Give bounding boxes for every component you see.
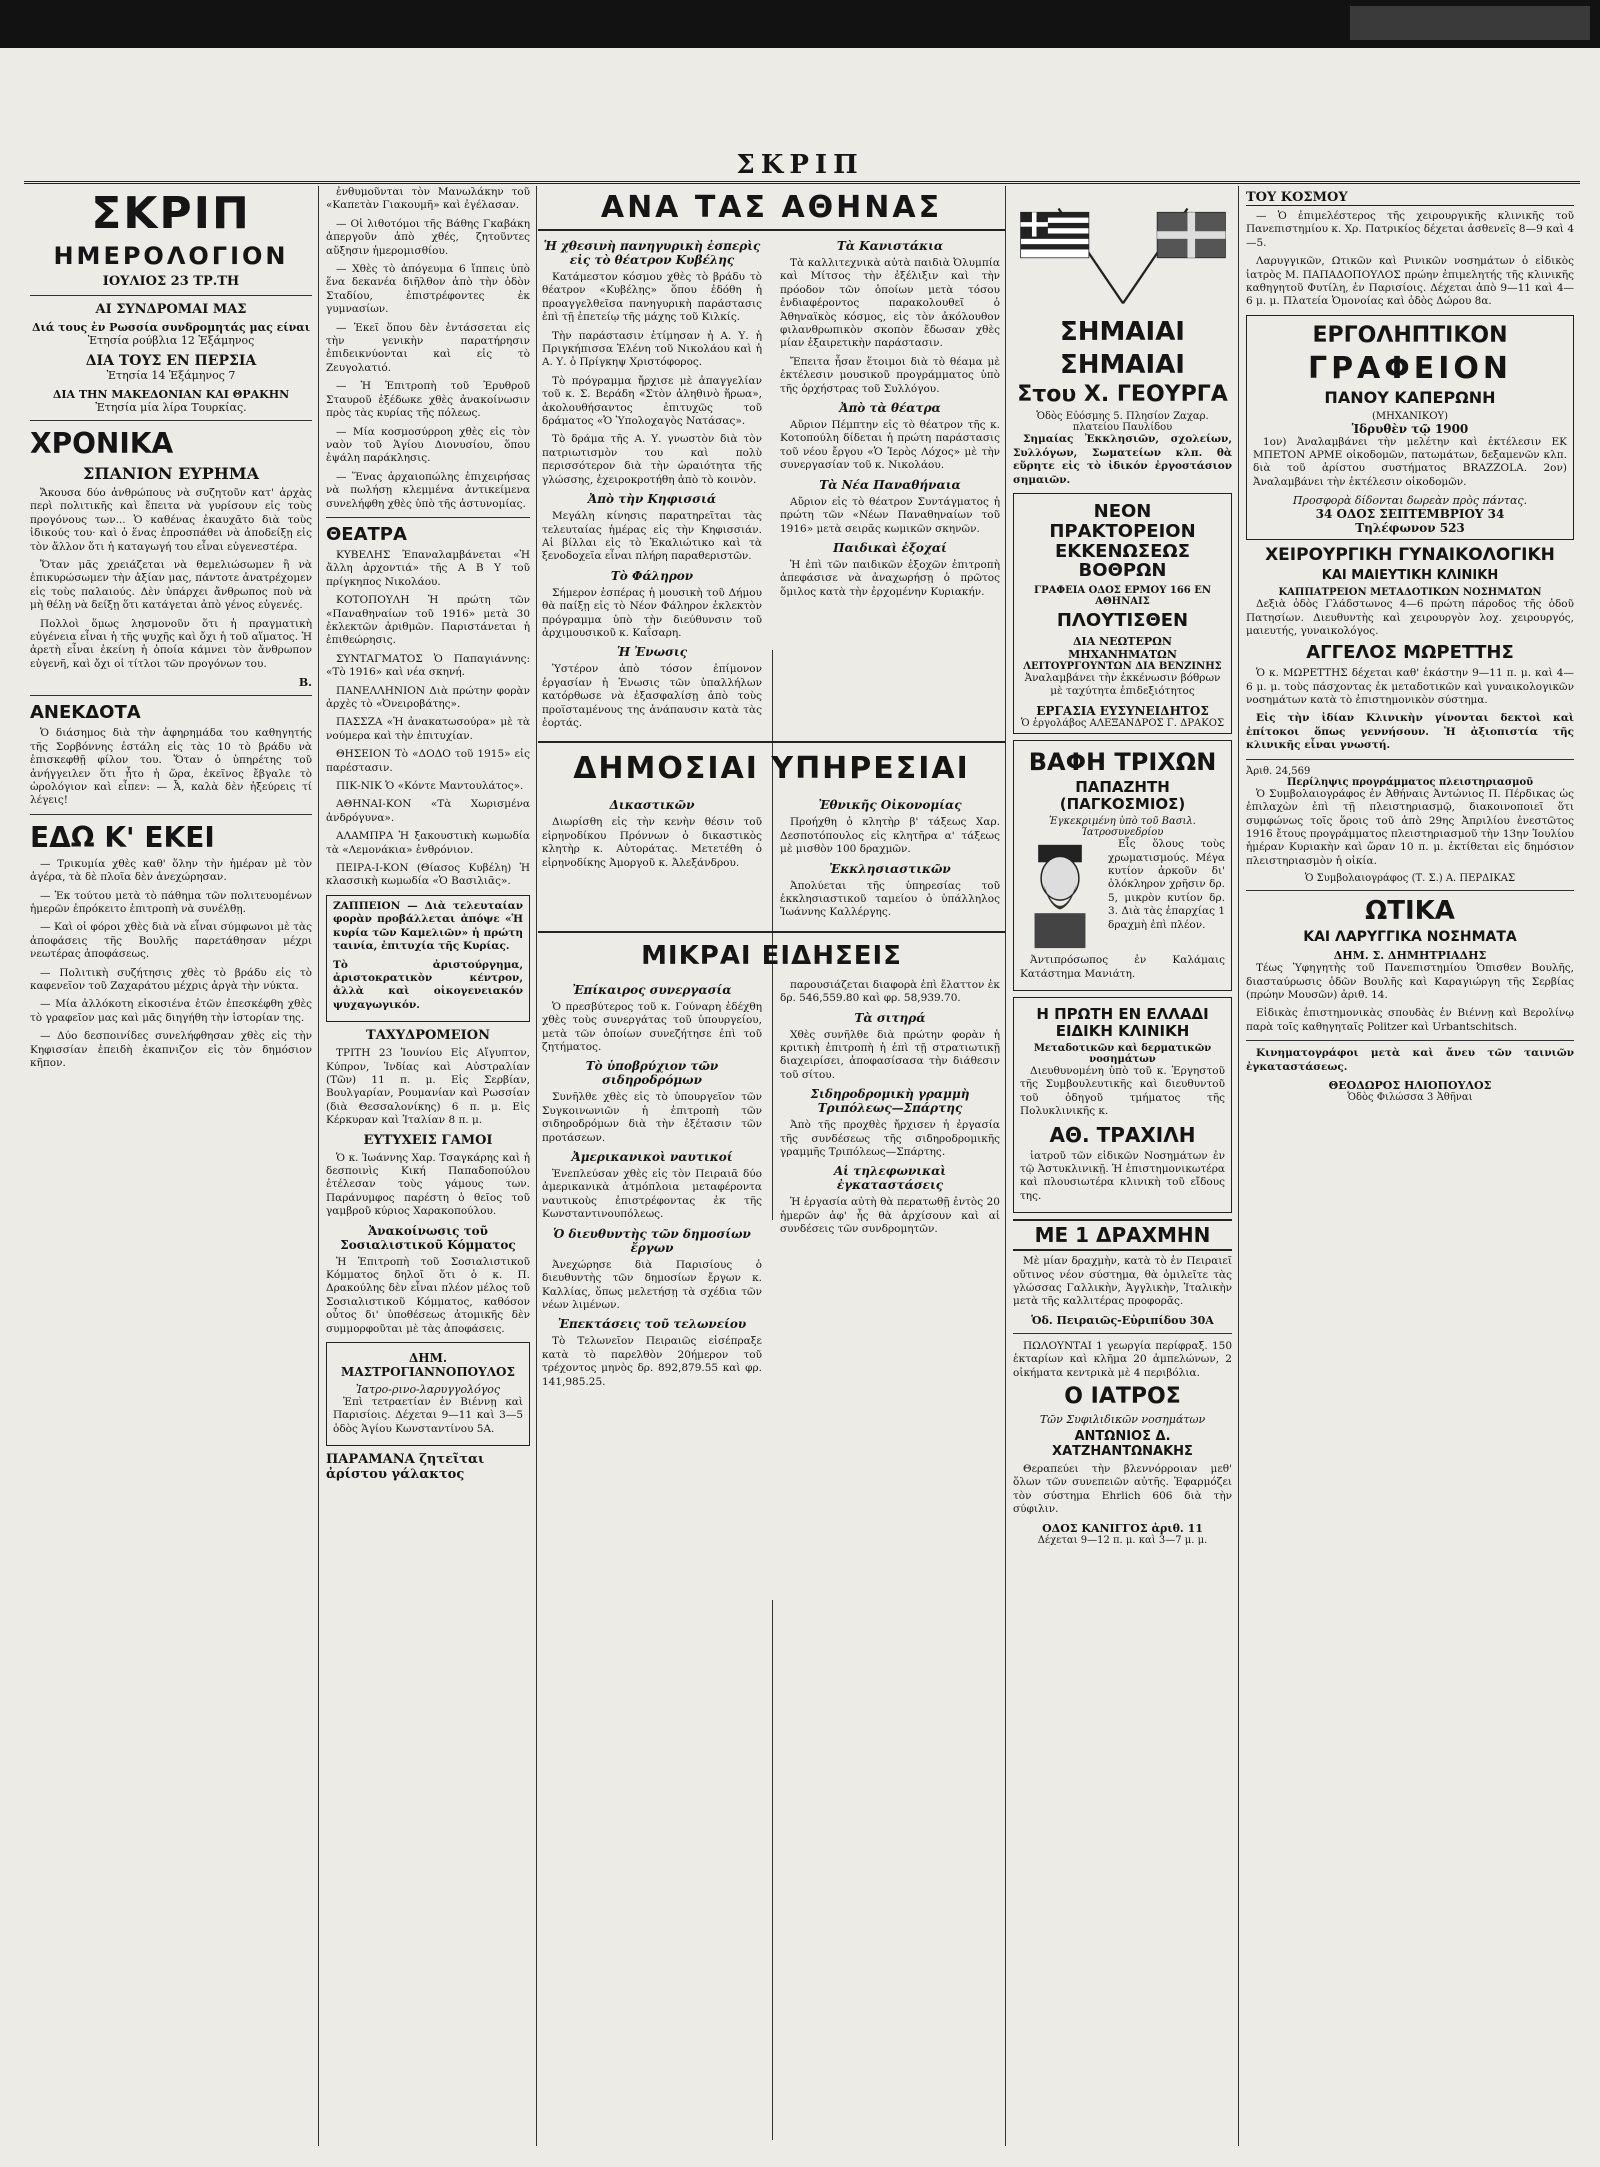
news-item: — Δύο δεσποινίδες συνελήφθησαν χθὲς εἰς τὴν Κηφισσίαν ἐπειδὴ ἐκαπνιζον εἰς τὸν δημόσιον κῆπον. — [30, 1030, 312, 1069]
article-paragraph: Ἔπειτα ἦσαν ἕτοιμοι διὰ τὸ θέαμα μὲ ἐκτέλεσιν μουσικοῦ προγράμματος ὑπὸ τῆς ὀρχήστρας τοῦ Συλλόγου. — [780, 355, 1000, 395]
column-divider — [1005, 186, 1006, 2146]
news-item: — Μία κοσμοσύρροη χθὲς εἰς τὸν ναὸν τοῦ Ἁγίου Διονυσίου, ὅπου ἐψάλη παράκλησις. — [326, 425, 530, 465]
language-ad-address: Ὁδ. Πειραιῶς-Εὐριπίδου 30Α — [1031, 1313, 1214, 1327]
column-left — [24, 186, 318, 2146]
page-masthead: ΣΚΡΙΠ — [736, 150, 864, 180]
cinema-ad-text: Κινηματογράφοι μετὰ καὶ ἄνευ τῶν ταινιῶν ἐγκαταστάσεως. — [1246, 1047, 1574, 1073]
scan-dark-patch — [1350, 6, 1590, 40]
ent-ad-title: ΩΤΙΚΑ — [1365, 896, 1455, 927]
article-heading: Τὰ σιτηρά — [854, 1010, 926, 1025]
section-heading-ana-tas-athinas: ΑΝΑ ΤΑΣ ΑΘΗΝΑΣ — [538, 190, 1005, 231]
theatre-listing: ΚΥΒΕΛΗΣ Ἐπαναλαμβάνεται «Ἡ ἄλλη ἀρχοντιά» τῆς Α Β Υ τοῦ πρίγκηπος Νικολάου. — [326, 548, 530, 588]
subscriptions-line: Διά τους ἐν Ρωσσία συνδρομητάς μας είναι — [31, 321, 311, 334]
calendar-title: ΗΜΕΡΟΛΟΓΙΟΝ — [53, 242, 289, 270]
auction-title: Περίληψις προγράμματος πλειστηριασμοῦ — [1286, 776, 1534, 788]
subscriptions-line: ΔΙΑ ΤΗΝ ΜΑΚΕΔΟΝΙΑΝ ΚΑΙ ΘΡΑΚΗΝ — [52, 388, 290, 401]
theatre-listing: ΑΘΗΝΑΙ-ΚΟΝ «Τὰ Χωρισμένα ἀνδρόγυνα». — [326, 798, 530, 824]
column-divider — [318, 186, 319, 2146]
language-ad-title: ΜΕ 1 ΔΡΑΧΜΗΝ — [1013, 1219, 1232, 1251]
ad-text: ΖΑΠΠΕΙΟΝ — Διὰ τελευταίαν φορὰν προβάλλεται ἀπόψε «Ἡ κυρία τῶν Καμελιῶν» ἡ πρώτη ταινία, ἐπιτυχία τῆς Κυρίας. — [333, 899, 523, 953]
article-paragraph: Μεγάλη κίνησις παρατηρεῖται τὰς τελευταίας ἡμέρας εἰς τὴν Κηφισσιάν. Αἱ βίλλαι εἰς τὸ Ἑκαλιώτικο καὶ τὰ ξενοδοχεῖα εἶναι πλήρη παραθεριστῶν. — [542, 510, 762, 563]
hair-dye-brand: ΠΑΠΑΖΗΤΗ (ΠΑΓΚΟΣΜΙΟΣ) — [1059, 778, 1186, 813]
sale-notice: ΠΩΛΟΥΝΤΑΙ 1 γεωργία περίφραξ. 150 ἑκταρίων καὶ κλῆμα 20 ἀμπελώνων, 2 οἰκήματα κεντρικὰ μὲ 4 περιβόλια. — [1013, 1339, 1232, 1379]
clinic-ad-text: Δεξιὰ ὁδὸς Γλάδστωνος 4—6 πρώτη πάροδος τῆς ὁδοῦ Πατησίων. Διευθυντὴς καὶ χειρουργὸν λοχ. χειρουργός, μαιευτής, γυναικολόγος. — [1246, 598, 1574, 638]
article-paragraph: Συνῆλθε χθὲς εἰς τὸ ὑπουργεῖον τῶν Συγκοινωνιῶν ἡ ἐπιτροπὴ τῶν σιδηροδρόμων διὰ τὴν ἐξέτασιν τῶν προτάσεων. — [542, 1091, 762, 1144]
masthead-rule — [24, 181, 1580, 184]
greek-flag-icon — [1021, 212, 1089, 258]
cesspool-ad — [1013, 493, 1232, 734]
doctor-ad — [326, 1342, 530, 1446]
clinic-ad-subtitle: ΚΑΙ ΜΑΙΕΥΤΙΚΗ ΚΛΙΝΙΚΗ — [1321, 567, 1499, 583]
theatre-listing: ΠΕΙΡΑ-Ι-ΚΟΝ (Θίασος Κυβέλη) Ἡ κλασσικὴ κωμωδία «Ὁ Βασιλιᾶς». — [326, 862, 530, 888]
contractor-offer: Προσφορὰ δίδονται δωρεὰν πρὸς πάντας. — [1292, 494, 1528, 508]
news-item: — Χθὲς τὸ ἀπόγευμα 6 ἴππεις ὑπὸ ἕνα δεκανέα διῆλθον ἀπὸ τὴν ὁδὸν Σταδίου, ἐπιστρέφοντες ἐκ γυμνασίων. — [326, 263, 530, 316]
article-paragraph: Διωρίσθη εἰς τὴν κενὴν θέσιν τοῦ εἰρηνοδίκου Πρόννων ὁ δικαστικὸς κλητὴρ κ. Αὐτοράτας. Μετετέθη ὁ εἰρηνοδίκης Ἀμοργοῦ κ. Ἀλεξάνδρου. — [542, 816, 762, 869]
article-heading: Ἀπὸ τὴν Κηφισσιά — [587, 492, 717, 507]
ent-ad-text: Τέως Ὑφηγητὴς τοῦ Πανεπιστημίου Ὀπισθεν Βουλῆς, διασταύρωσις ὁδῶν Βουλῆς καὶ Καραγιώργη τῆς Σερβίας (πρώην Μουσῶν) ἀριθ. 14. — [1246, 962, 1574, 1001]
auction-signature: Ὁ Συμβολαιογράφος (Τ. Σ.) Α. ΠΕΡΔΙΚΑΣ — [1304, 873, 1516, 885]
portrait-illustration — [1020, 840, 1100, 950]
clinic-title: Η ΠΡΩΤΗ ΕΝ ΕΛΛΑΔΙ ΕΙΔΙΚΗ ΚΛΙΝΙΚΗ — [1036, 1005, 1209, 1040]
cesspool-ad-owner: Ὁ ἐργολάβος ΑΛΕΞΑΝΔΡΟΣ Γ. ΔΡΑΚΟΣ — [1020, 717, 1225, 729]
cinema-ad-address: Ὁδὸς Φιλώσσα 3 Ἀθῆναι — [1347, 1091, 1473, 1103]
cinema-ad-name: ΘΕΟΔΩΡΟΣ ΗΛΙΟΠΟΥΛΟΣ — [1328, 1078, 1492, 1092]
doctor-name: ΔΗΜ. ΜΑΣΤΡΟΓΙΑΝΝΟΠΟΥΛΟΣ — [341, 1351, 515, 1380]
flags-ad-shop: Στου Χ. ΓΕΟΥΡΓΑ — [1017, 382, 1228, 408]
news-item: — Ἐκ τούτου μετὰ τὸ πάθημα τῶν πολιτευομένων ἡμερῶν ἐπρόκειτο ἐπιτροπὴ νὰ συνέλθῃ. — [30, 889, 312, 915]
doctor-details: Ἐπὶ τετραετίαν ἐν Βιέννῃ καὶ Παρισίοις. Δέχεται 9—11 καὶ 3—5 ὁδὸς Ἁγίου Κωνσταντίνου 5Α. — [333, 1396, 523, 1435]
section-heading-tou-kosmou: ΤΟΥ ΚΟΣΜΟΥ — [1246, 190, 1574, 206]
article-heading: Ἡ Ἐνωσις — [616, 645, 688, 660]
article-paragraph: Τὸ πρόγραμμα ἤρχισε μὲ ἀπαγγελίαν τοῦ κ. Σ. Βεράδη «Στὸν ἀληθινὸ ἥρωα», ἀκολουθήσαντος ἐπιτυχῶς τοῦ δράματος «Ὁ Ὑπολοχαγὸς Νατάσας». — [542, 374, 762, 428]
article-heading: Τὰ Νέα Παναθήναια — [819, 477, 961, 492]
news-item: ἐνθυμοῦνται τὸν Μανωλάκην τοῦ «Καπετὰν Γιακουμῆ» καὶ ἐγέλασαν. — [326, 186, 530, 212]
language-ad-text: Μὲ μίαν δραχμὴν, κατὰ τὸ ἐν Πειραιεῖ οὔτινος νέον σύστημα, θὰ ὁμιλεῖτε τὰς γλώσσας Γαλλικὴν, Ἀγγλικὴν, Ἰταλικὴν μετὰ τῆς καλλιτέρας προφορᾶς. — [1013, 1255, 1232, 1308]
article-paragraph: Ὅταν μᾶς χρειάζεται νὰ θεμελιώσωμεν ἢ νὰ ἐπικυρώσωμεν τὴν ἀξίαν μας, πάντοτε ἀνατρέχομεν εἰς τοὺς παλαιούς. Δὲν ὑπάρχει ἄνθρωπος ποὺ νὰ μὴ θέλῃ νὰ δείξῃ ὅτι κατάγεται ἀπὸ γένος εὐγενές. — [30, 559, 312, 612]
article-heading: Ἐπεκτάσεις τοῦ τελωνείου — [557, 1317, 747, 1332]
contractor-office: ΓΡΑΦΕΙΟΝ — [1307, 351, 1513, 387]
cesspool-ad-text: Ἀναλαμβάνει τὴν ἐκκένωσιν βόθρων μὲ ταχύτητα ἐπιδεξιότητος — [1024, 671, 1221, 698]
cesspool-ad-address: ΓΡΑΦΕΙΑ ΟΔΟΣ ΕΡΜΟΥ 166 ΕΝ ΑΘΗΝΑΙΣ — [1033, 585, 1212, 608]
news-item: — Ὁ ἐπιμελέστερος τῆς χειρουργικῆς κλινικῆς τοῦ Πανεπιστημίου κ. Χρ. Πατρικίος δέχεται ἀσθενεῖς 8—9 καὶ 4—5. — [1246, 210, 1574, 249]
subscriptions-line: Ἐτησία 14 Ἑξάμηνος 7 — [106, 369, 236, 382]
theatre-listing: ΠΑΝΕΛΛΗΝΙΟΝ Διὰ πρώτην φορὰν ἀρχὲς τὸ «Ὀνειροβάτης». — [326, 684, 530, 710]
doctor-ad-text: Θεραπεύει τὴν βλεννόρροιαν μεθ' ὅλων τῶν συνεπειῶν αὐτῆς. Ἐφαρμόζει τὸν σύστημα Ehrlich 606 διὰ τὴν σύφιλιν. — [1013, 1462, 1232, 1516]
clinic-text: ἰατροῦ τῶν εἰδικῶν Νοσημάτων ἐν τῷ Ἀστυκλινικῇ. Ἡ ἐπιστημονικωτέρα καὶ πλουσιωτέρα κλινικὴ τοῦ εἴδους της. — [1020, 1149, 1225, 1202]
article-paragraph: Τὸ Τελωνεῖον Πειραιῶς εἰσέπραξε κατὰ τὸ παρελθὸν 20ήμερον τοῦ τρέχοντος μηνὸς δρ. 892,879.55 καὶ φρ. 141,985.25. — [542, 1335, 762, 1388]
hair-dye-text: Ἀντιπρόσωπος ἐν Καλάμαις Κατάστημα Μανιάτη. — [1020, 954, 1225, 980]
clinic-doctor: ΑΘ. ΤΡΑΧΙΛΗ — [1049, 1122, 1196, 1147]
subcolumn-left — [538, 235, 766, 735]
article-paragraph: Τὰ καλλιτεχνικὰ αὐτὰ παιδιὰ Ὀλυμπία καὶ Μίτσος τὴν ἐξέλιξιν καὶ τὴν πρόοδον τῶν ὁποίων μετὰ τόσου ἐνδιαφέροντος παρακολουθεῖ ὁ Ἀθηναϊκὸς κόσμος, εἰς τὸν ἀκόλουθον φιλανθρωπικὸν σκοπὸν ἔδωσαν χθὲς μίαν ἐξαιρετικὴν παράστασιν. — [780, 257, 1000, 350]
second-flag-icon — [1157, 212, 1225, 258]
post-schedule: ΤΡΙΤΗ 23 Ἰουνίου Εἰς Αἴγυπτον, Κύπρον, Ἰνδίας καὶ Αὐστραλίαν (Τῶν) 11 π. μ. Εἰς Σερβίαν, Βουλγαρίαν, Ρουμανίαν καὶ Ρωσσίαν (διὰ Θεσσαλονίκης) 6 π. μ. Εἰς Κέρκυραν καὶ Ἰταλίαν 8 π. μ. — [326, 1047, 530, 1127]
article-paragraph: Ἀνεχώρησε διὰ Παρισίους ὁ διευθυντὴς τῶν δημοσίων ἔργων κ. Καλλίας, ὅπως μελετήσῃ τὰ σχέδια τῶν νέων λιμένων. — [542, 1258, 762, 1311]
doctor-name: ΑΓΓΕΛΟΣ ΜΩΡΕΤΤΗΣ — [1306, 642, 1514, 664]
news-item: — Ἕνας ἀρχαιοπώλης ἐπιχειρήσας νὰ πωλήσῃ κλεμμένα ἀντικείμενα συνελήφθη χθὲς ὑπὸ τῆς ἀστυνομίας. — [326, 470, 530, 510]
article-paragraph: Ὁ διάσημος διὰ τὴν ἀφηρημάδα του καθηγητής τῆς Σορβόννης ἐστάλη εἰς τὰς 10 τὸ βράδυ νὰ ἐπισκεφθῇ φίλον του. Ὅταν ὁ ὑπηρέτης τοῦ ἀνήγγειλεν ὅτι ἦτο ἡ ὥρα, ἐκεῖνος ἔβγαλε τὸ ὡρολόγιον καὶ εἶπεν: — Ἆ, καλὰ δὲν ἠξεύρεις τί λέγεις! — [30, 727, 312, 807]
article-paragraph: Αὔριον εἰς τὸ θέατρον Συντάγματος ἡ πρώτη τῶν «Νέων Παναθηναίων τοῦ 1916» μετὰ σειρᾶς κωμικῶν σκηνῶν. — [780, 495, 1000, 535]
announcement-text: Ἡ Ἐπιτροπὴ τοῦ Σοσιαλιστικοῦ Κόμματος δηλοῖ ὅτι ὁ κ. Π. Δρακούλης δὲν εἶναι πλέον μέλος τοῦ Σοσιαλιστικοῦ Κόμματος, καθόσον οὗτος δι' ὑποθέσεως ἀτομικῆς δὲν συμμορφοῦται μὲ τὰς ἀποφάσεις. — [326, 1255, 530, 1335]
article-heading: Ἐπίκαιρος συνεργασία — [572, 982, 732, 997]
article-heading: Ὁ διευθυντὴς τῶν δημοσίων ἔργων — [553, 1226, 751, 1255]
flags-ad-address: Ὁδὸς Εὐόσμης 5. Πλησίον Ζαχαρ. πλατείου Παυλίδου — [1036, 411, 1209, 434]
ent-ad-subtitle: ΚΑΙ ΛΑΡΥΓΓΙΚΑ ΝΟΣΗΜΑΤΑ — [1303, 928, 1517, 945]
clinic-ad — [1013, 997, 1232, 1213]
contractor-profession: (ΜΗΧΑΝΙΚΟΥ) — [1371, 410, 1449, 422]
section-heading-edo-kei: ΕΔΩ Κ' ΕΚΕΙ — [30, 820, 215, 854]
section-heading-post-office: ΤΑΧΥΔΡΟΜΕΙΟΝ — [366, 1028, 490, 1044]
auction-number: Ἀριθ. 24,569 — [1246, 765, 1311, 777]
ent-ad-doctor: ΔΗΜ. Σ. ΔΗΜΗΤΡΙΑΔΗΣ — [1333, 949, 1487, 963]
theatre-listing: ΑΛΑΜΠΡΑ Ἡ ξακουστικὴ κωμωδία τὰ «Λεμονάκια» ἐνθρόνιον. — [326, 830, 530, 856]
article-heading: Παιδικαὶ ἐξοχαί — [833, 540, 947, 555]
article-heading: Ἀπὸ τὰ θέατρα — [839, 401, 941, 416]
article-paragraph: Ἐνεπλεύσαν χθὲς εἰς τὸν Πειραιᾶ δύο ἀμερικανικὰ ἀτμόπλοια μεταφέροντα ναυτικοὺς ἐπιστρέφοντας ἐκ τῆς Κωνσταντινουπόλεως. — [542, 1168, 762, 1221]
article-paragraph: Τὸ δράμα τῆς Α. Υ. γνωστὸν διὰ τὸν πατριωτισμὸν του καὶ πολὺ περισσότερον διὰ τὴν ὡραιότητα τῆς γλώσσης, ἐχειροκροτήθη ἀπὸ τὸ κοινὸν. — [542, 433, 762, 486]
news-item: — Καὶ οἱ φόροι χθὲς διὰ νὰ εἶναι σύμφωνοι μὲ τὰς ἀποφάσεις τῆς Βουλῆς παρετάθησαν μέχρι νεωτέρας ἀποφάσεως. — [30, 921, 312, 961]
doctor-ad-name: ΑΝΤΩΝΙΟΣ Δ. ΧΑΤΖΗΑΝΤΩΝΑΚΗΣ — [1052, 1429, 1193, 1459]
contractor-ad — [1246, 315, 1574, 540]
article-paragraph: Ἀπολύεται τῆς ὑπηρεσίας τοῦ ἐκκλησιαστικοῦ ταμείου ὁ ὑπάλληλος Ἰωάννης Καλλέργης. — [780, 879, 1000, 919]
contractor-name: ΠΑΝΟΥ ΚΑΠΕΡΩΝΗ — [1324, 388, 1496, 408]
doctor-ad-hours: Δέχεται 9—12 π. μ. καὶ 3—7 μ. μ. — [1037, 1534, 1208, 1546]
article-heading: Δικαστικῶν — [609, 798, 695, 813]
clinic-ad-title: ΧΕΙΡΟΥΡΓΙΚΗ ΓΥΝΑΙΚΟΛΟΓΙΚΗ — [1265, 545, 1555, 566]
news-item: — Οἱ λιθοτόμοι τῆς Βάθης Γκαβάκη ἀπεργοῦν ἀπὸ χθές, ζητοῦντες αὔξησιν ἡμερομισθίου. — [326, 217, 530, 257]
subscriptions-line: Ἐτησία ρούβλια 12 Ἑξάμηνος — [87, 334, 255, 347]
subscriptions-line: ΔΙΑ ΤΟΥΣ ΕΝ ΠΕΡΣΙΑ — [85, 353, 257, 369]
article-paragraph: Χθὲς συνῆλθε διὰ πρώτην φορὰν ἡ κριτικὴ ἐπιτροπὴ ἡ ἐπὶ τῇ στρατιωτικῇ διαχειρίσει, ἀποφασίσασα τὴν διάθεσιν τοῦ σίτου. — [780, 1028, 1000, 1081]
article-title: ΣΠΑΝΙΟΝ ΕΥΡΗΜΑ — [83, 464, 259, 483]
article-paragraph: Ὑστέρον ἀπὸ τόσον ἐπίμονον ἐργασίαν ἡ Ἐνωσις τῶν ὑπαλλήλων κατόρθωσε νὰ ἐξασφαλίσῃ ἀπὸ τοὺς προϊσταμένους της ἀνάπαυσιν κατὰ τὰς ἑορτάς. — [542, 663, 762, 729]
subscriptions-line: Ἐτησία μία λίρα Τουρκίας. — [95, 401, 247, 414]
flags-ad-text: Σημαίας Ἐκκλησιῶν, σχολείων, Συλλόγων, Σωματείων κλπ. θὰ εὕρητε εἰς τὸ ἰδικόν ἐργοστάσιον σημαιῶν. — [1013, 433, 1232, 486]
article-paragraph: Ὁ πρεσβύτερος τοῦ κ. Γούναρη ἐδέχθη χθὲς τοὺς συνεργάτας τοῦ ὑπουργείου, μετὰ τῶν ὁποίων συνεζήτησε ἐπὶ τοῦ ζητήματος. — [542, 1000, 762, 1054]
article-heading: Ἐθνικῆς Οἰκονομίας — [818, 798, 962, 813]
theatre-listing: ΚΟΤΟΠΟΥΛΗ Ἡ πρώτη τῶν «Παναθηναίων τοῦ 1916» μετὰ 30 ἐκλεκτῶν ἀριθμῶν. Παριστάνεται ἡ ἐπιθεώρησις. — [326, 594, 530, 647]
article-paragraph: Προήχθη ὁ κλητὴρ β' τάξεως Χαρ. Δεσποτόπουλος εἰς κλητῆρα α' τάξεως μὲ μισθὸν 100 δραχμῶν. — [780, 816, 1000, 856]
column-divider — [536, 186, 537, 2146]
cesspool-ad-line: ΕΡΓΑΣΙΑ ΕΥΣΥΝΕΙΔΗΤΟΣ — [1036, 703, 1209, 718]
hair-dye-ad — [1013, 740, 1232, 991]
logo: ΣΚΡΙΠ — [91, 188, 251, 239]
scan-top-border — [0, 0, 1600, 48]
article-heading: Ἡ χθεσινὴ πανηγυρικὴ ἐσπερὶς εἰς τὸ θέατρον Κυβέλης — [543, 239, 761, 267]
zappeion-ad — [326, 895, 530, 1022]
article-paragraph: Κατάμεστον κόσμου χθὲς τὸ βράδυ τὸ θέατρον «Κυβέλης» ὅπου ἐδόθη ἡ προαγγελθεῖσα πανηγυρικὴ παράστασις ἐπὶ τῇ ἐπετείῳ τῆς μάχης τοῦ Κιλκίς. — [542, 271, 762, 324]
article-heading: Τὸ Φάληρον — [610, 568, 694, 583]
column-center — [538, 186, 1005, 2146]
column-divider — [1238, 186, 1239, 2146]
article-paragraph: Ἄκουσα δύο ἀνθρώπους νὰ συζητοῦν κατ' ἀρχὰς περὶ πολιτικῆς καὶ ἔπειτα νὰ γυρίσουν εἰς τοὺς προγόνους των... Ὁ καθένας ἐκαυχᾶτο διὰ τοὺς ἰδικούς του· καὶ ὁ ἕνας ἐπροσπάθει νὰ ἀποδείξῃ εἰς τὸν ἄλλον ὅτι ἡ καταγωγή του εἶναι εὐγενεστέρα. — [30, 487, 312, 553]
subcolumn-left — [538, 979, 766, 1394]
article-paragraph: Σήμερον ἑσπέρας ἡ μουσικὴ τοῦ Δήμου θὰ παίξῃ εἰς τὸ Νέον Φάληρον ἐκλεκτὸν πρόγραμμα ὑπὸ τὴν διεύθυνσιν τοῦ ἀρχιμουσικοῦ κ. Καΐσαρη. — [542, 586, 762, 639]
contractor-address: 34 ΟΔΟΣ ΣΕΠΤΕΜΒΡΙΟΥ 34 — [1315, 507, 1505, 522]
wedding-notice: Ὁ κ. Ἰωάννης Χαρ. Τσαγκάρης καὶ ἡ δεσποινὶς Κική Παπαδοπούλου ἐτέλεσαν τοὺς γάμους των. Παράνυμφος παρέστη ὁ θεῖος τοῦ γαμβροῦ κύριος Χαρακοπούλου. — [326, 1151, 530, 1218]
subscriptions-title: ΑΙ ΣΥΝΔΡΟΜΑΙ ΜΑΣ — [95, 302, 247, 317]
article-heading: Ἀμερικανικοὶ ναυτικοί — [571, 1150, 733, 1165]
contractor-founded: Ἱδρυθὲν τῷ 1900 — [1351, 421, 1469, 436]
column-second — [320, 186, 536, 2146]
subcolumn-left — [538, 794, 766, 924]
article-heading: Σιδηροδρομικὴ γραμμὴ Τριπόλεως—Σπάρτης — [810, 1087, 970, 1116]
article-paragraph: παρουσιάζεται διαφορὰ ἐπὶ ἔλαττον ἐκ δρ. 546,559.80 καὶ φρ. 58,939.70. — [780, 978, 1000, 1005]
subcolumn-right — [776, 979, 1004, 1394]
article-paragraph: Αὔριον Πέμπτην εἰς τὸ θέατρον τῆς κ. Κοτοπούλη δίδεται ἡ πρώτη παράστασις τοῦ νέου ἔργου «Ὁ Ἰερὸς Λόχος» μὲ τὴν συνεργασίαν τοῦ κ. Νικολάου. — [780, 419, 1000, 472]
doctor-text: Εἰς τὴν ἰδίαν Κλινικὴν γίνονται δεκτοὶ καὶ ἐπίτοκοι ὅπως γεννήσουν. Ἡ ἀξιοπιστία τῆς κλινικῆς εἶναι γνωστή. — [1246, 712, 1574, 752]
cesspool-ad-title: ΝΕΟΝ ΠΡΑΚΤΟΡΕΙΟΝ ΕΚΚΕΝΩΣΕΩΣ ΒΟΘΡΩΝ — [1049, 501, 1196, 582]
ent-ad-text: Εἰδικὰς ἐπιστημονικὰς σπουδὰς ἐν Βιέννῃ καὶ Βερολίνῳ παρὰ τοῖς καθηγηταῖς Politzer καὶ Urbantschitsch. — [1246, 1007, 1574, 1033]
clinic-text: Διευθυνομένη ὑπὸ τοῦ κ. Ἐργηστοῦ τῆς Συμβουλευτικῆς καὶ διευθυντοῦ τοῦ ὁδηγοῦ τμήματος τῆς Πολυκλινικῆς κ. — [1020, 1065, 1225, 1118]
theatre-listing: ΘΗΣΕΙΟΝ Τὸ «ΔΟΔΟ τοῦ 1915» εἰς παρέστασιν. — [326, 748, 530, 774]
ad-text: Τὸ ἀριστούργημα, ἀριστοκρατικὸν κέντρον, ἀλλὰ καὶ οἰκογενειακόν ψυχαγωγικόν. — [333, 958, 523, 1011]
cesspool-ad-line: ΔΙΑ ΝΕΩΤΕΡΩΝ ΜΗΧΑΝΗΜΑΤΩΝ — [1068, 634, 1177, 661]
article-heading: Ἐκκλησιαστικῶν — [829, 861, 951, 876]
hair-dye-text: Εἶς ὅλους τοὺς χρωματισμούς. Μέγα κυτίον ἀρκοῦν δι' ὁλόκληρον χρῆσιν δρ. 5, μικρὸν κυτίον δρ. 3. Διὰ τὰς ἐπαρχίας 1 δραχμὴ ἐπὶ πλέον. — [1108, 838, 1225, 931]
announcement-title: Ἀνακοίνωσις τοῦ Σοσιαλιστικοῦ Κόμματος — [340, 1223, 516, 1252]
flags-ad-title: ΣΗΜΑΙΑΙ — [1060, 349, 1185, 380]
news-item: — Πολιτικὴ συζήτησις χθὲς τὸ βράδυ εἰς τὸ καφενεῖον τοῦ Ζαχαράτου μέχρις ἀργὰ τὴν νύκτα. — [30, 966, 312, 992]
classified-ad: ΠΑΡΑΜΑΝΑ ζητεῖται ἀρίστου γάλακτος — [326, 1452, 485, 1483]
cesspool-ad-name: ΠΛΟΥΤΙΣΘΕΝ — [1056, 610, 1189, 632]
article-paragraph: Ἡ ἐργασία αὐτὴ θὰ περατωθῇ ἐντὸς 20 ἡμερῶν ἀφ' ἧς θὰ ἀρχίσουν καὶ αἱ συνδέσεις τῶν συνδρομητῶν. — [780, 1196, 1000, 1236]
flags-illustration — [1013, 194, 1233, 314]
doctor-ad-subtitle: Τῶν Συφιλιδικῶν νοσημάτων — [1039, 1413, 1206, 1427]
section-heading-public-services: ΔΗΜΟΣΙΑΙ ΥΠΗΡΕΣΙΑΙ — [573, 751, 970, 787]
news-item: — Τρικυμία χθὲς καθ' ὅλην τὴν ἡμέραν μὲ τὸν ἀγέρα, τὰ δὲ πλοῖα δὲν ἀνεχώρησαν. — [30, 857, 312, 884]
section-heading-anekdota: ΑΝΕΚΔΟΤΑ — [30, 702, 141, 724]
news-item: — Μία ἀλλόκοτη εἰκοσιένα ἐτῶν ἐπεσκέφθη χθὲς τὸ γραφεῖον μας καὶ μᾶς διηγήθη τὴν ἱστορίαν της. — [30, 998, 312, 1024]
article-heading: Τὸ ὑποβρύχιον τῶν σιδηροδρόμων — [585, 1059, 719, 1088]
clinic-subtitle: Μεταδοτικῶν καὶ δερματικῶν νοσημάτων — [1033, 1043, 1212, 1065]
article-heading: Τὰ Κανιστάκια — [836, 239, 944, 253]
contractor-title: ΕΡΓΟΛΗΠΤΙΚΟΝ — [1312, 322, 1508, 348]
theatre-listing: ΠΑΣΣΖΑ «Ἡ ἀνακατωσούρα» μὲ τὰ νούμερα καὶ τὴν ἐπιτυχίαν. — [326, 716, 530, 742]
section-heading-theatra: ΘΕΑΤΡΑ — [326, 523, 407, 545]
article-signature: Β. — [298, 676, 312, 690]
theatre-listing: ΣΥΝΤΑΓΜΑΤΟΣ Ὁ Παπαγιάννης: «Τὸ 1916» καὶ νέα σκηνή. — [326, 652, 530, 679]
subcolumn-right — [776, 235, 1004, 735]
auction-text: Ὁ Συμβολαιογράφος ἐν Ἀθήναις Ἀντώνιος Π. Πέρδικας ὡς ἐπιλαχὼν ἐπὶ τῇ πλειστηριασμῷ, διακοινοποιεῖ ὅτι συμφώνως τοῖς ὅροις τοῦ ἀπὸ 29ης Ἀπριλίου ἐνεστῶτος 1916 ἔτους προγράμματος πλειστηριασμοῦ τὴν 13ην Ἰουλίου ἡμέραν Κυριακὴν καὶ ὥραν 10 π. μ. ἐκτίθεται εἰς δημόσιον πλειστηριασμὸν ἡ οἰκία. — [1246, 787, 1574, 867]
section-heading-weddings: ΕΥΤΥΧΕΙΣ ΓΑΜΟΙ — [363, 1132, 493, 1148]
news-item: — Ἐκεῖ ὅπου δὲν ἐντάσσεται εἰς τὴν γενικὴν παρατήρησιν ἐπιδεικνύονται καὶ εἰς τὸ Ζευγολατιό. — [326, 321, 530, 374]
theatre-listing: ΠΙΚ-ΝΙΚ Ὁ «Κόντε Μαντουλάτος». — [336, 780, 524, 793]
contractor-text: 1ον) Ἀναλαμβάνει τὴν μελέτην καὶ ἐκτέλεσιν ΕΚ ΜΠΕΤΟΝ ΑΡΜΕ οἰκοδομῶν, πατωμάτων, δεξαμενῶν κλπ. διὰ τοῦ ἀρίστου συστήματος BRAZZOLA. 2ον) Ἀναλαμβάνει τὴν ἐκτέλεσιν οἰκοδομῶν. — [1253, 435, 1567, 488]
column-ads — [1007, 186, 1238, 2146]
article-heading: Αἱ τηλεφωνικαὶ ἐγκαταστάσεις — [833, 1164, 947, 1193]
hair-dye-title: ΒΑΦΗ ΤΡΙΧΩΝ — [1028, 747, 1217, 776]
calendar-date: ΙΟΥΛΙΟΣ 23 ΤΡ.ΤΗ — [102, 274, 240, 289]
article-paragraph: Τὴν παράστασιν ἐτίμησαν ἡ Α. Υ. ἡ Πριγκήπισσα Ἑλένη τοῦ Νικολάου καὶ ἡ Α. Υ. ὁ Πρίγκηψ Χριστόφορος. — [542, 329, 762, 369]
article-paragraph: Ἀπὸ τῆς προχθὲς ἤρχισεν ἡ ἐργασία τῆς συνδέσεως τῆς σιδηροδρομικῆς γραμμῆς Τριπόλεως—Σπάρτης. — [780, 1119, 1000, 1159]
news-item: — Ἡ Ἐπιτροπὴ τοῦ Ἐρυθροῦ Σταυροῦ ἐξέδωκε χθὲς ἀνακοίνωσιν πρὸς τὰς κυρίας τῆς πόλεως. — [326, 380, 530, 420]
doctor-ad-address: ΟΔΟΣ ΚΑΝΙΓΓΟΣ ἀριθ. 11 — [1042, 1521, 1203, 1535]
cesspool-ad-line: ΛΕΙΤΟΥΡΓΟΥΝΤΩΝ ΔΙΑ ΒΕΝΖΙΝΗΣ — [1023, 660, 1222, 672]
article-paragraph: Ἡ ἐπὶ τῶν παιδικῶν ἐξοχῶν ἐπιτροπὴ ἀπεφάσισε νὰ ἀναχωρήσῃ ὁ πρῶτος ὅμιλος κατὰ τὴν ἐρχομένην Κυριακήν. — [780, 558, 1000, 598]
subcolumn-right — [776, 794, 1004, 924]
hair-dye-approval: Ἐγκεκριμένη ὑπὸ τοῦ Βασιλ. Ἰατροσυνεδρίου — [1049, 816, 1196, 839]
flags-ad-title: ΣΗΜΑΙΑΙ — [1060, 317, 1185, 347]
section-heading-short-news: ΜΙΚΡΑΙ ΕΙΔΗΣΕΙΣ — [641, 940, 902, 971]
doctor-specialty: Ἰατρο-ρινο-λαρυγγολόγος — [355, 1383, 501, 1397]
doctor-ad-title: Ο ΙΑΤΡΟΣ — [1064, 1384, 1181, 1410]
doctor-text: Ὁ κ. ΜΩΡΕΤΤΗΣ δέχεται καθ' ἑκάστην 9—11 π. μ. καὶ 4—6 μ. μ. τοὺς πάσχοντας ἐκ μεταδοτικῶν καὶ γυναικολογικῶν νοσημάτων κατὰ τὸ ἐπιστημονικὸν σύστημα. — [1246, 667, 1574, 707]
clinic-ad-subtitle: ΚΑΠΠΑΤΡΕΙΟΝ ΜΕΤΑΔΟΤΙΚΩΝ ΝΟΣΗΜΑΤΩΝ — [1278, 587, 1542, 599]
article-paragraph: Πολλοὶ ὅμως λησμονοῦν ὅτι ἡ πραγματικὴ εὐγένεια εἶναι ἡ τῆς ψυχῆς καὶ ὄχι ἡ τοῦ αἵματος. Ἡ ἀρετὴ εἶναι ἐκείνη ἡ ὁποία κάμνει τὸν ἄνθρωπον εὐγενῆ, καὶ ὄχι οἱ τίτλοι τῶν προγόνων του. — [30, 617, 312, 670]
section-heading-chronika: ΧΡΟΝΙΚΑ — [30, 427, 174, 460]
doctor-notice: Λαρυγγικῶν, Ωτικῶν καὶ Ρινικῶν νοσημάτων ὁ εἰδικὸς ἰατρὸς Μ. ΠΑΠΑΔΟΠΟΥΛΟΣ πρώην ἐπιμελητής τῆς κλινικῆς καθηγητοῦ Φυτίλη, ἐν Παρισίοις. Δέχεται ἀπὸ 9—11 καὶ 4—6 μ. μ. Πλατεία Ὁμονοίας καὶ ὁδὸς Δώρου 8α. — [1246, 255, 1574, 308]
contractor-phone: Τηλέφωνον 523 — [1355, 521, 1465, 536]
column-right — [1240, 186, 1580, 2146]
